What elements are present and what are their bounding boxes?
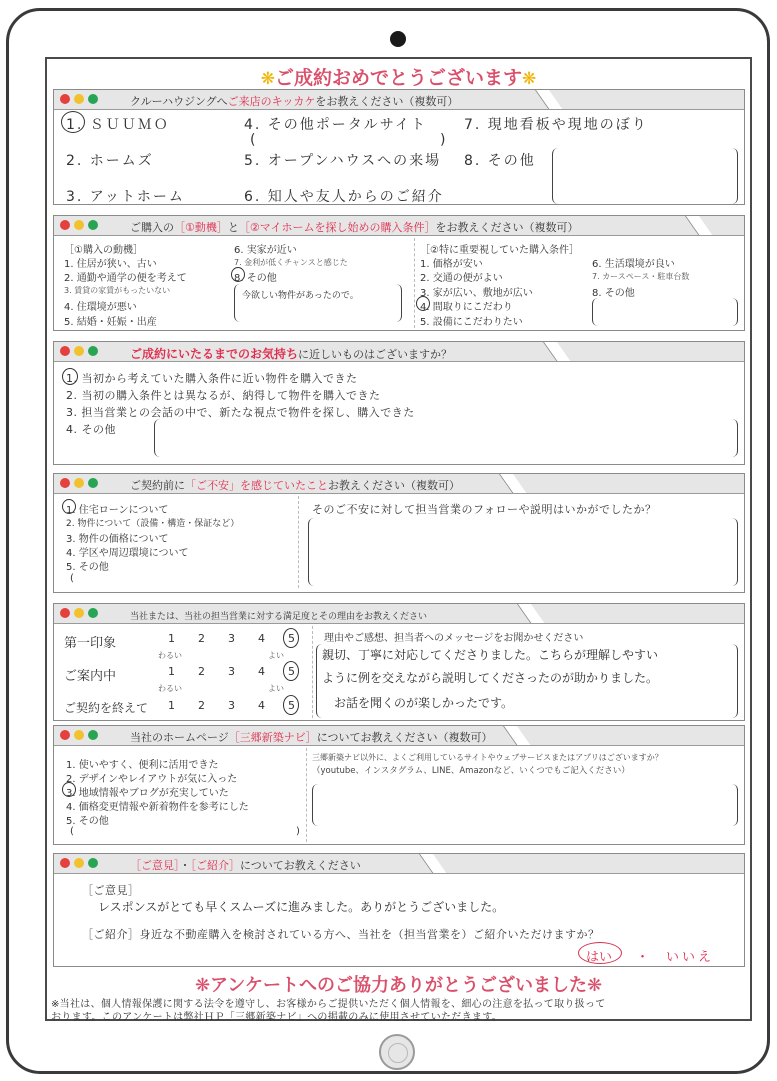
section-feelings: ご成約にいたるまでのお気持ちに近しいものはございますか？ 1. 当初から考えていた購入条件に近い物件を購入できた 2. 当初の購入条件とは異なるが、納得して物件を購入できた 3. 担当営業との会話の中で、新たな視点で物件を探し、購入できた 4. その他: [53, 341, 745, 465]
home-button[interactable]: [379, 1034, 415, 1070]
handwritten-message-line: ように例を交えながら説明してくださったのが助かりました。: [322, 671, 659, 685]
section-satisfaction: 当社または、当社の担当営業に対する満足度とその理由をお教えください 第一印象 ご案内中 ご契約を終えて 1 2 3 4 5 わるい よい 1 2 3 4 5 わるい よい 1 2 3 4 5 理由やご感想、担当者へのメッセージをお聞かせください 親切、丁寧に対応してくださりました。こちらが理解しやすい ように例を交えながら説明してくださったのが助かりました。 お話を聞くのが楽しかったです。: [53, 603, 745, 721]
option-other-portal[interactable]: 4. その他ポータルサイト: [244, 117, 427, 133]
selected-mark: [62, 368, 78, 385]
handwritten-message-line: 親切、丁寧に対応してくださりました。こちらが理解しやすい: [322, 648, 659, 662]
option-homes[interactable]: 2. ホームズ: [66, 153, 154, 169]
selected-mark: [283, 661, 299, 681]
survey-sheet: [45, 57, 752, 1021]
answer-no[interactable]: いいえ: [666, 950, 715, 965]
option-athome[interactable]: 3. アットホーム: [66, 189, 185, 205]
section-header: ご購入の［①動機］と［②マイホームを探し始めの購入条件］をお教えください（複数可）: [54, 216, 744, 236]
option-local-sign[interactable]: 7. 現地看板や現地のぼり: [464, 117, 648, 133]
flower-icon: ❋: [260, 69, 275, 89]
section-header: クルーハウジングへご来店のキッカケをお教えください（複数可）: [54, 90, 744, 110]
handwritten-opinion: レスポンスがとても早くスムーズに進みました。ありがとうございました。: [98, 900, 505, 914]
selected-mark: [283, 628, 299, 648]
selected-mark: [62, 499, 76, 514]
section-header: ［ご意見］・［ご紹介］についてお教えください: [54, 854, 744, 874]
rating-row-guidance: ご案内中: [64, 669, 117, 684]
selected-mark: [283, 695, 299, 715]
feelings-other-field[interactable]: [154, 419, 738, 457]
selected-mark: [61, 111, 85, 133]
option-open-house[interactable]: 5. オープンハウスへの来場: [244, 153, 442, 169]
follow-up-field[interactable]: [308, 518, 738, 586]
handwritten-message-line: お話を聞くのが楽しかったです。: [334, 696, 514, 710]
selected-mark: [62, 782, 76, 797]
other-services-field[interactable]: [312, 784, 738, 826]
section-motive-conditions: ご購入の［①動機］と［②マイホームを探し始めの購入条件］をお教えください（複数可） ［①購入の動機］ 1. 住居が狭い、古い 2. 通勤や通学の便を考えて 3. 賃貸の家賃がもったいない 4. 住環境が悪い 5. 結婚・妊娠・出産 6. 実家が近い 7. 金利が低くチャンスと感じた 8. その他 今欲しい物件があったので。 ［②特に重要視していた購入条件］ 1. 価格が安い 2. 交通の便がよい 3. 家が広い、敷地が広い 4. 間取りにこだわり 5. 設備にこだわりたい 6. 生活環境が良い 7. カースペース・駐車台数 8. その他: [53, 215, 745, 331]
selected-mark: [578, 942, 622, 964]
section-header: 当社のホームページ［三郷新築ナビ］についてお教えください（複数可）: [54, 726, 744, 746]
camera-dot: [390, 31, 406, 47]
option-suumo[interactable]: 1. ＳＵＵＭＯ: [66, 117, 170, 133]
window-dots: [60, 94, 102, 107]
flower-icon: ❋: [522, 69, 537, 89]
privacy-note: ※当社は、個人情報保護に関する法令を遵守し、お客様からご提供いただく個人情報を、細心の注意を払って取り扱って: [51, 999, 606, 1010]
section-header: ご成約にいたるまでのお気持ちに近しいものはございますか？: [54, 342, 744, 362]
section-homepage: 当社のホームページ［三郷新築ナビ］についてお教えください（複数可） 1. 使いやすく、便利に活用できた 2. デザインやレイアウトが気に入った 3. 地域情報やブログが充実していた 4. 価格変更情報や新着物件を参考にした 5. その他 ( ) 三郷新築ナビ以外に、よくご利用しているサイトやウェブサービスまたはアプリはございますか？ （youtube、インスタグラム、LINE、Amazonなど、いくつでもご記入ください）: [53, 725, 745, 845]
answer-yes[interactable]: はい: [586, 950, 613, 965]
tablet-frame: [6, 8, 770, 1074]
condition-other-field[interactable]: [592, 298, 738, 326]
privacy-note: おります。このアンケートは弊社ＨＰ「三郷新築ナビ」への掲載のみに使用させていただきます。: [51, 1012, 502, 1023]
section-header: ご契約前に「ご不安」を感じていたことお教えください（複数可）: [54, 474, 744, 494]
thanks-title: ❋アンケートへのご協力ありがとうございました❋: [194, 975, 603, 996]
other-input-field[interactable]: [552, 148, 738, 204]
flower-icon: ❋: [586, 975, 603, 996]
option-other[interactable]: 8. その他: [464, 153, 536, 169]
section-visit-trigger: クルーハウジングへご来店のキッカケをお教えください（複数可） 1. ＳＵＵＭＯ 2. ホームズ 3. アットホーム 4. その他ポータルサイト ( ) 5. オープンハウスへの来場 6. 知人や友人からのご紹介 7. 現地看板や現地のぼり 8. その他: [53, 89, 745, 205]
survey-title: ❋ご成約おめでとうございます❋: [260, 67, 537, 89]
handwritten-answer: 今欲しい物件があったので。: [242, 291, 359, 301]
rating-row-first-impression: 第一印象: [64, 636, 117, 651]
flower-icon: ❋: [194, 975, 211, 996]
section-opinion-referral: ［ご意見］・［ご紹介］についてお教えください ［ご意見］ レスポンスがとても早くスムーズに進みました。ありがとうございました。 ［ご紹介］身近な不動産購入を検討されている方へ、当社を（担当営業を）ご紹介いただけますか？ はい ・ いいえ: [53, 853, 745, 967]
option-referral[interactable]: 6. 知人や友人からのご紹介: [244, 189, 444, 205]
selected-mark: [416, 296, 430, 311]
section-concerns: ご契約前に「ご不安」を感じていたことお教えください（複数可） 1. 住宅ローンについて 2. 物件について（設備・構造・保証など） 3. 物件の価格について 4. 学区や周辺環境について 5. その他 ( そのご不安に対して担当営業のフォローや説明はいかがでしたか？: [53, 473, 745, 593]
section-header: 当社または、当社の担当営業に対する満足度とその理由をお教えください: [54, 604, 744, 624]
rating-row-after-contract: ご契約を終えて: [64, 701, 149, 715]
selected-mark: [231, 267, 245, 282]
